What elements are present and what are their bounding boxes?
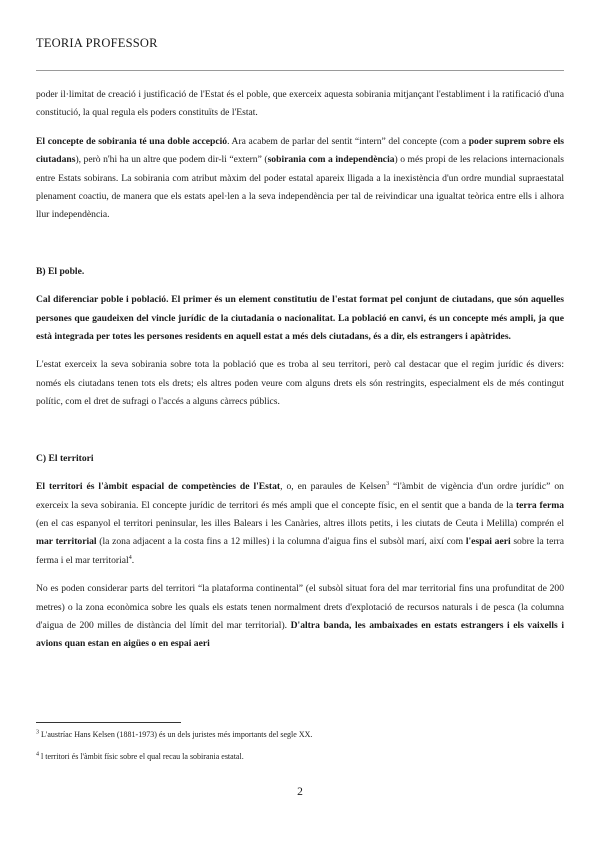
header-title: TEORIA PROFESSOR — [36, 36, 158, 50]
section-b-heading: B) El poble. — [36, 265, 85, 277]
footnote-text-3: L'austríac Hans Kelsen (1881-1973) és un dels juristes més importants del segle XX. — [39, 730, 313, 739]
section-c-p2-text: No es poden considerar parts del territori “la plataforma continental” (el subsòl situat fora del mar territorial fins una profunditat de 200 metres) o la zona econòmica sobre les quals els estats tenen normalment drets d'explotació de recursos naturals i de pesca (la columna d'aigua de 200 milles de distància del límit del mar territorial). — [36, 583, 564, 631]
section-gap — [36, 235, 564, 263]
footnote-ref-3[interactable]: 3 — [386, 480, 390, 487]
intro-paragraph: poder il·limitat de creació i justificació de l'Estat és el poble, que exerceix aquesta sobirania mitjançant l'establiment i la ratificació d'una constitució, la qual regula els poders constituïts de l'Estat. — [36, 89, 564, 119]
footnote-divider — [36, 722, 181, 723]
section-c-text-6: . — [131, 554, 135, 566]
footnote-text-4: l territori és l'àmbit físic sobre el qual recau la sobirania estatal. — [39, 752, 244, 761]
footnote-mark-3: 3 — [36, 729, 39, 736]
section-c-text-1: , o, en paraules de Kelsen — [280, 481, 387, 493]
page-number: 2 — [297, 786, 303, 798]
footnote-3 — [36, 729, 564, 741]
footnote-4 — [36, 751, 564, 763]
sovereignty-bold-1: poder suprem sobre els ciutadans — [36, 135, 564, 166]
section-c-text-4: (la zona adjacent a la costa fins a 12 milles) i la columna d'aigua fins el subsòl marí, així com — [96, 536, 466, 548]
section-c-bold-2: mar territorial — [36, 536, 97, 548]
section-b-bold-paragraph — [36, 291, 564, 346]
section-gap — [36, 422, 564, 450]
header-divider — [36, 70, 564, 71]
sovereignty-text-2: ), però n'hi ha un altre que podem dir-li “extern” ( — [75, 154, 268, 166]
footnote-mark-4: 4 — [36, 751, 39, 758]
document-body — [36, 86, 564, 664]
footnotes — [36, 729, 564, 773]
section-c-bold-3: l'espai aeri — [465, 536, 511, 548]
footnote-ref-4[interactable]: 4 — [128, 554, 132, 561]
sovereignty-text-1: . Ara acabem de parlar del sentit “intern” del concepte (com a — [227, 135, 469, 147]
sovereignty-text-3: ) o més propi de les relacions internacionals entre Estats sobirans. La sobirania com atribut màxim del poder estatal apareix lligada a la inexistència d'un ordre mundial supraestatal plenament coactiu, de manera que els estats apel·len a la seva independència per tal de reivindicar una igualtat teòrica entre ells i alhora llur independència. — [36, 154, 564, 221]
section-c-bold-1: terra ferma — [515, 499, 564, 511]
section-c-p2-bold: D'altra banda, les ambaixades en estats estrangers i els vaixells i avions quan estan en aigües o en espai aeri — [36, 619, 564, 650]
section-c-text-3: (en el cas espanyol el territori peninsular, les illes Balears i les Canàries, altres illots petits, i les ciutats de Ceuta i Melilla) comprén el — [36, 517, 564, 529]
section-c-paragraph-1 — [36, 478, 564, 570]
section-c-heading: C) El territori — [36, 452, 94, 464]
section-c-text-2: “l'àmbit de vigència d'un ordre jurídic” on exerceix la seva sobirania. El concepte jurídic de territori és més ampli que el concepte físic, en el sentit que a banda de la — [36, 481, 564, 511]
sovereignty-paragraph — [36, 133, 564, 225]
section-b-bold-text: Cal diferenciar poble i població. El primer és un element constitutiu de l'estat format pel conjunt de ciutadans, que són aquelles persones que gaudeixen del vincle jurídic de la ciutadania o nacionalitat. La població en canvi, és un concepte més ampli, ja que està integrada per totes les persones residents en aquell estat a més dels ciutadans, és a dir, els estrangers i apàtrides. — [36, 294, 564, 343]
sovereignty-lead: El concepte de sobirania té una doble accepció — [36, 135, 228, 147]
section-c-lead: El territori és l'àmbit espacial de competències de l'Estat — [36, 481, 281, 493]
section-b-paragraph: L'estat exerceix la seva sobirania sobre tota la població que es troba al seu territori, però cal destacar que el regim jurídic és divers: només els ciutadans tenen tots els drets; els altres poden veure com alguns drets els són restringits, especialment els de més contingut polític, com el dret de sufragi o l'accés a alguns càrrecs públics. — [36, 359, 564, 408]
sovereignty-bold-2: sobirania com a independència — [267, 154, 395, 166]
section-c-text-5: sobre la terra ferma i el mar territorial — [36, 536, 564, 566]
section-c-paragraph-2 — [36, 580, 564, 654]
